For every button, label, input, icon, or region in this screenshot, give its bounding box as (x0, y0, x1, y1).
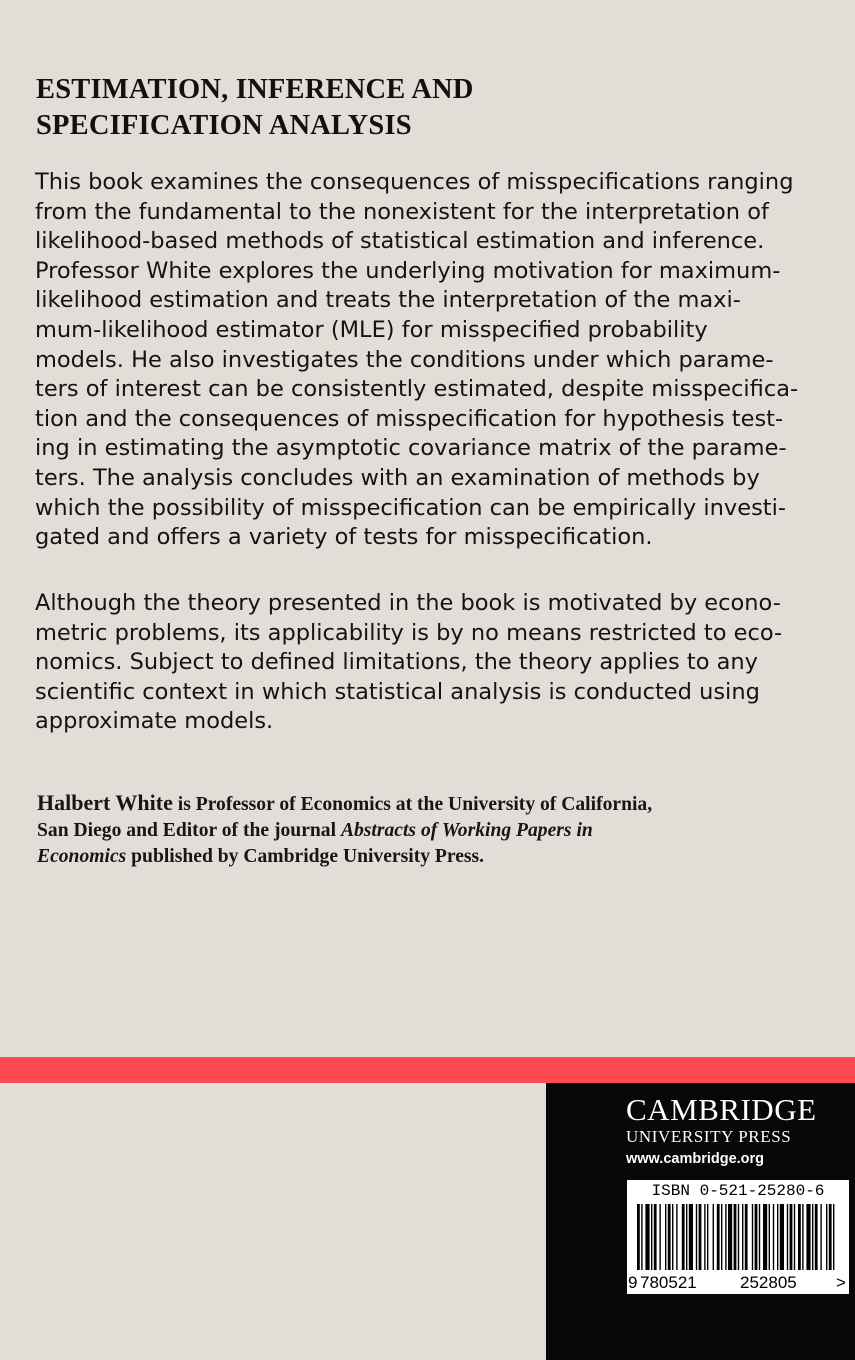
barcode-bar (654, 1204, 657, 1270)
barcode-bar (752, 1204, 753, 1270)
text-line: nomics. Subject to defined limitations, the theory applies to any (35, 649, 758, 676)
text-line: models. He also investigates the conditions under which parame- (35, 346, 774, 373)
barcode-bar (833, 1204, 834, 1270)
ean-trail-mark: > (836, 1273, 846, 1292)
text-line: likelihood-based methods of statistical estimation and inference. (35, 228, 765, 255)
barcode-bar (829, 1204, 832, 1270)
barcode-bar (745, 1204, 748, 1270)
barcode-bar (794, 1204, 795, 1270)
barcode-bar (812, 1204, 813, 1270)
book-title (36, 72, 796, 144)
barcode-bar (676, 1204, 677, 1270)
journal-title: Economics (37, 846, 127, 867)
barcode-bar (787, 1204, 788, 1270)
bio-text: is Professor of Economics at the University of California, (172, 794, 653, 815)
barcode-bar (802, 1204, 803, 1270)
barcode-bar (738, 1204, 739, 1270)
journal-title: Abstracts of Working Papers in (340, 820, 593, 841)
text-line: gated and offers a variety of tests for misspecification. (35, 524, 653, 551)
barcode-bar (734, 1204, 737, 1270)
accent-band (0, 1057, 855, 1083)
barcode-bar (641, 1204, 642, 1270)
barcode-bar (645, 1204, 649, 1270)
text-line: Professor White explores the underlying motivation for maximum- (35, 257, 781, 284)
barcode-bar (682, 1204, 685, 1270)
barcode-bar (777, 1204, 778, 1270)
barcode-bar (742, 1204, 743, 1270)
text-line: ing in estimating the asymptotic covariance matrix of the parame- (35, 435, 787, 462)
barcode-bar (704, 1204, 705, 1270)
barcode-bar (651, 1204, 652, 1270)
barcode-bar (721, 1204, 722, 1270)
text-line: ters of interest can be consistently estimated, despite misspecifica- (35, 376, 799, 403)
text-line: metric problems, its applicability is by no means restricted to eco- (35, 619, 783, 646)
barcode-bar (696, 1204, 697, 1270)
barcode-bar (820, 1204, 821, 1270)
barcode-bar (699, 1204, 702, 1270)
barcode-bar (637, 1204, 640, 1270)
text-line: approximate models. (35, 708, 274, 735)
barcode-bar (728, 1204, 732, 1270)
title-line: SPECIFICATION ANALYSIS (36, 110, 412, 141)
bio-line (37, 790, 797, 818)
text-line: likelihood estimation and treats the interpretation of the maxi- (35, 287, 741, 314)
barcode-bar (759, 1204, 760, 1270)
publisher-block (546, 1083, 855, 1360)
publisher-subname: UNIVERSITY PRESS (626, 1127, 792, 1146)
bio-text: published by Cambridge University Press. (126, 846, 485, 867)
author-bio (37, 790, 797, 870)
text-line: This book examines the consequences of misspecifications ranging (35, 169, 794, 195)
text-line: tion and the consequences of misspecification for hypothesis test- (35, 405, 784, 432)
ean-left-digits: 780521 (640, 1273, 697, 1292)
bio-text: San Diego and Editor of the journal (37, 820, 341, 841)
barcode-bar (806, 1204, 810, 1270)
barcode-bar (826, 1204, 827, 1270)
author-name: Halbert White (37, 790, 173, 815)
barcode-bar (717, 1204, 720, 1270)
isbn-label: ISBN 0-521-25280-6 (651, 1182, 825, 1200)
barcode-bar (773, 1204, 774, 1270)
barcode-bars (633, 1204, 843, 1276)
barcode-bar (707, 1204, 708, 1270)
barcode-bar (763, 1204, 767, 1270)
text-line: ters. The analysis concludes with an examination of methods by (35, 464, 760, 491)
barcode-bar (725, 1204, 726, 1270)
description-paragraph-1 (35, 168, 835, 553)
barcode-bar (713, 1204, 714, 1270)
text-line: from the fundamental to the nonexistent for the interpretation of (35, 198, 769, 225)
barcode-bar (668, 1204, 671, 1270)
barcode-bar (665, 1204, 666, 1270)
barcode-bar (659, 1204, 660, 1270)
barcode-bar (780, 1204, 784, 1270)
publisher-name: CAMBRIDGE (626, 1092, 817, 1127)
barcode-bar (769, 1204, 770, 1270)
ean-right-digits: 252805 (740, 1273, 797, 1292)
barcode-bar (790, 1204, 793, 1270)
barcode-bar (689, 1204, 693, 1270)
bio-line (37, 818, 797, 844)
text-line: Although the theory presented in the book is motivated by econo- (35, 590, 781, 616)
ean-lead-digit: 9 (628, 1273, 638, 1292)
text-line: scientific context in which statistical analysis is conducted using (35, 678, 760, 705)
publisher-url: www.cambridge.org (626, 1151, 765, 1167)
bio-line (37, 844, 797, 870)
barcode-bar (686, 1204, 687, 1270)
text-line: which the possibility of misspecification can be empirically investi- (35, 494, 786, 521)
barcode-bar (755, 1204, 758, 1270)
text-line: mum-likelihood estimator (MLE) for misspecified probability (35, 316, 708, 343)
barcode-bar (672, 1204, 673, 1270)
description-paragraph-2 (35, 589, 835, 737)
barcode-bar (798, 1204, 801, 1270)
barcode (627, 1180, 849, 1294)
barcode-bar (815, 1204, 818, 1270)
title-line: ESTIMATION, INFERENCE AND (36, 74, 474, 105)
